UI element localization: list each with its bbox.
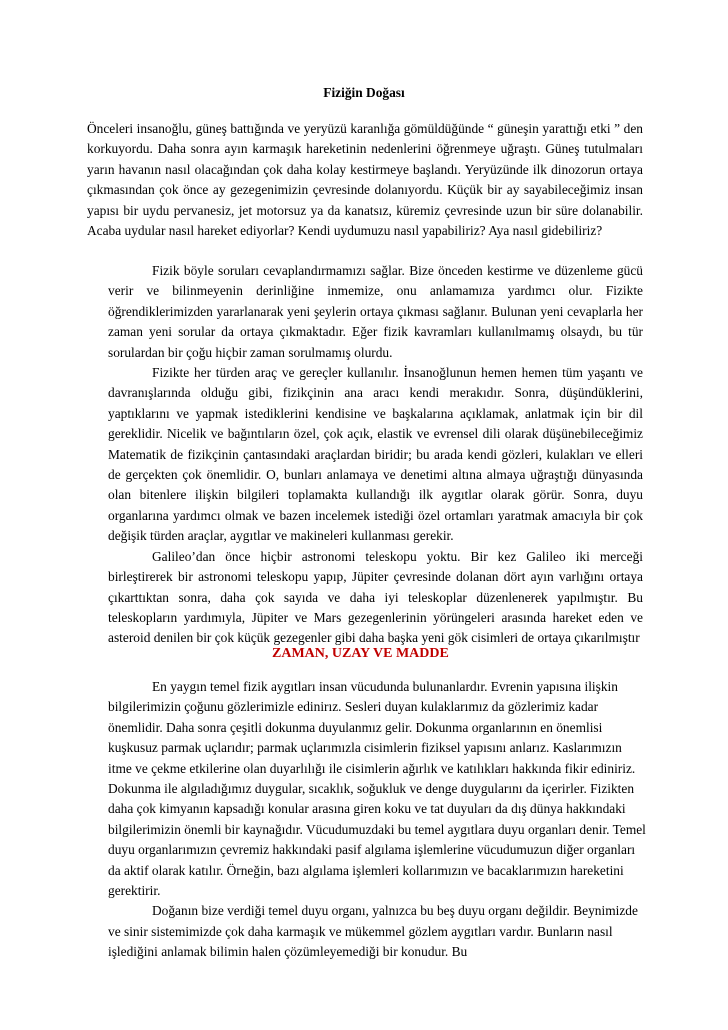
paragraph-galileo: Galileo’dan önce hiçbir astronomi teleskopu yoktu. Bir kez Galileo iki merceği birleştirerek bir astronomi teleskopu yapıp, Jüpiter çevresinde dolanan dört ayın varlığını ortaya çıkarttıktan sonra, daha çok sayıda ve daha iyi teleskoplar düzenlenerek yapılmıştır. Bu teleskopların yardımıyla, Jüpiter ve Mars gezegenlerinin yörüngeleri arasında hareket eden ve asteroid denilen bir çok küçük gezegenler gibi daha başka yeni gök cisimleri de ortaya çıkarılmıştır (108, 548, 643, 646)
paragraph-fizik-sorular: Fizik böyle soruları cevaplandırmamızı sağlar. Bize önceden kestirme ve düzenleme gücü verir ve bilinmeyenin derinliğine inmemize, onu anlamamıza yardımcı olur. Fizikte öğrendiklerimizden yararlanarak yeni şeylerin ortaya çıkması sağlanır. Bulunan yeni cevaplarla her zaman yeni sorular da ortaya çıkmaktadır. Eğer fizik kavramları kullanılmamış olsaydı, bu tür sorulardan bir çoğu hiçbir zaman sorulmamış olurdu. (108, 263, 643, 360)
document-title: Fiziğin Doğası (323, 85, 405, 100)
paragraph-temel-duyu: Doğanın bize verdiği temel duyu organı, yalnızca bu beş duyu organı değildir. Beynimizde ve sinir sistemimizde çok daha karmaşık ve mükemmel gözlem aygıtları vardır. Bunların nasıl işlediğini anlamak bilimin halen çözümleyemediği bir konudur. Bu (108, 903, 638, 960)
section-one (108, 261, 643, 649)
paragraph-fizik-araclar: Fizikte her türden araç ve gereçler kullanılır. İnsanoğlunun hemen hemen tüm yaşantı ve davranışlarında olduğu gibi, fizikçinin ana aracı kendi merakıdır. Sonra, düşündüklerini, yaptıklarını ve yapmak istediklerini kendisine ve başkalarına açıklamak, anlatmak için bir dil gereklidir. Nicelik ve bağıntıların özel, çok açık, elastik ve evrensel dili olarak düşünebileceğimiz Matematik de fizikçinin çantasındaki araçlardan biridir; bu arada kendi gözleri, kulakları ve elleri de gerçekten çok önemlidir. O, bunları anlamaya ve denetimi altına almaya uğraştığı dünyasında olan bitenlere ilişkin bilgileri toplamakta kullandığı ilk aygıtlar olarak görür. Sonra, duyu organlarına yardımcı olmak ve bazen incelemek istediği özel ortamları yaratmak amacıyla bir çok değişik türden araçlar, aygıtlar ve makineleri kullanması gerekir. (108, 365, 643, 544)
intro-paragraph: Önceleri insanoğlu, güneş battığında ve yeryüzü karanlığa gömüldüğünde “ güneşin yarattığı etki ” den korkuyordu. Daha sonra ayın karmaşık hareketinin nedenlerini öğrenmeye uğraştı. Güneş tutulmaları yarın havanın nasıl olacağından çok daha kolay kestirmeye başlandı. Yeryüzünde ilk dinozorun ortaya çıkmasından çok önce ay gezegenimizin çevresinde dolanıyordu. Küçük bir ay sayabileceğimiz insan yapısı bir uydu pervanesiz, jet motorsuz ya da kanatsız, küremiz çevresinde uzun bir süre dolanabilir. Acaba uydular nasıl hareket ediyorlar? Kendi uydumuzu nasıl yapabiliriz? Aya nasıl gidebiliriz? (87, 121, 643, 239)
paragraph-duyu-organlari: En yaygın temel fizik aygıtları insan vücudunda bulunanlardır. Evrenin yapısına ilişkin bilgilerimizin çoğunu gözlerimizle edinirız. Sesleri duyan kulaklarımız da gözlerimiz kadar önemlidir. Daha sonra çeşitli dokunma duyulanmız gelir. Dokunma organlarının en önemlisi kuşkusuz parmak uçlarıdır; parmak uçlarımızla cisimlerin fiziksel yapısını anlarız. Kaslarımızın itme ve çekme etkilerine olan duyarlılığı ile cisimlerin ağırlık ve katılıkları hakkında fikir ediniriz. Dokunma ile algıladığımız duygular, sıcaklık, soğukluk ve denge duygularını da içerirler. Fizikten daha çok kimyanın kapsadığı konular arasına giren koku ve tat duyuları da dış dünya hakkındaki bilgilerimizin önemli bir kaynağıdır. Vücudumuzdaki bu temel aygıtlara duyu organları denir. Temel duyu organlarımızın çevremiz hakkındaki pasif algılama işlemlerine vücudumuzun diğer organları da aktif olarak katılır. Örneğin, bazı algılama işlemleri kollarımızın ve bacaklarımızın hareketini gerektirir. (108, 679, 646, 899)
section-heading: ZAMAN, UZAY VE MADDE (272, 646, 449, 661)
section-two (108, 677, 648, 963)
